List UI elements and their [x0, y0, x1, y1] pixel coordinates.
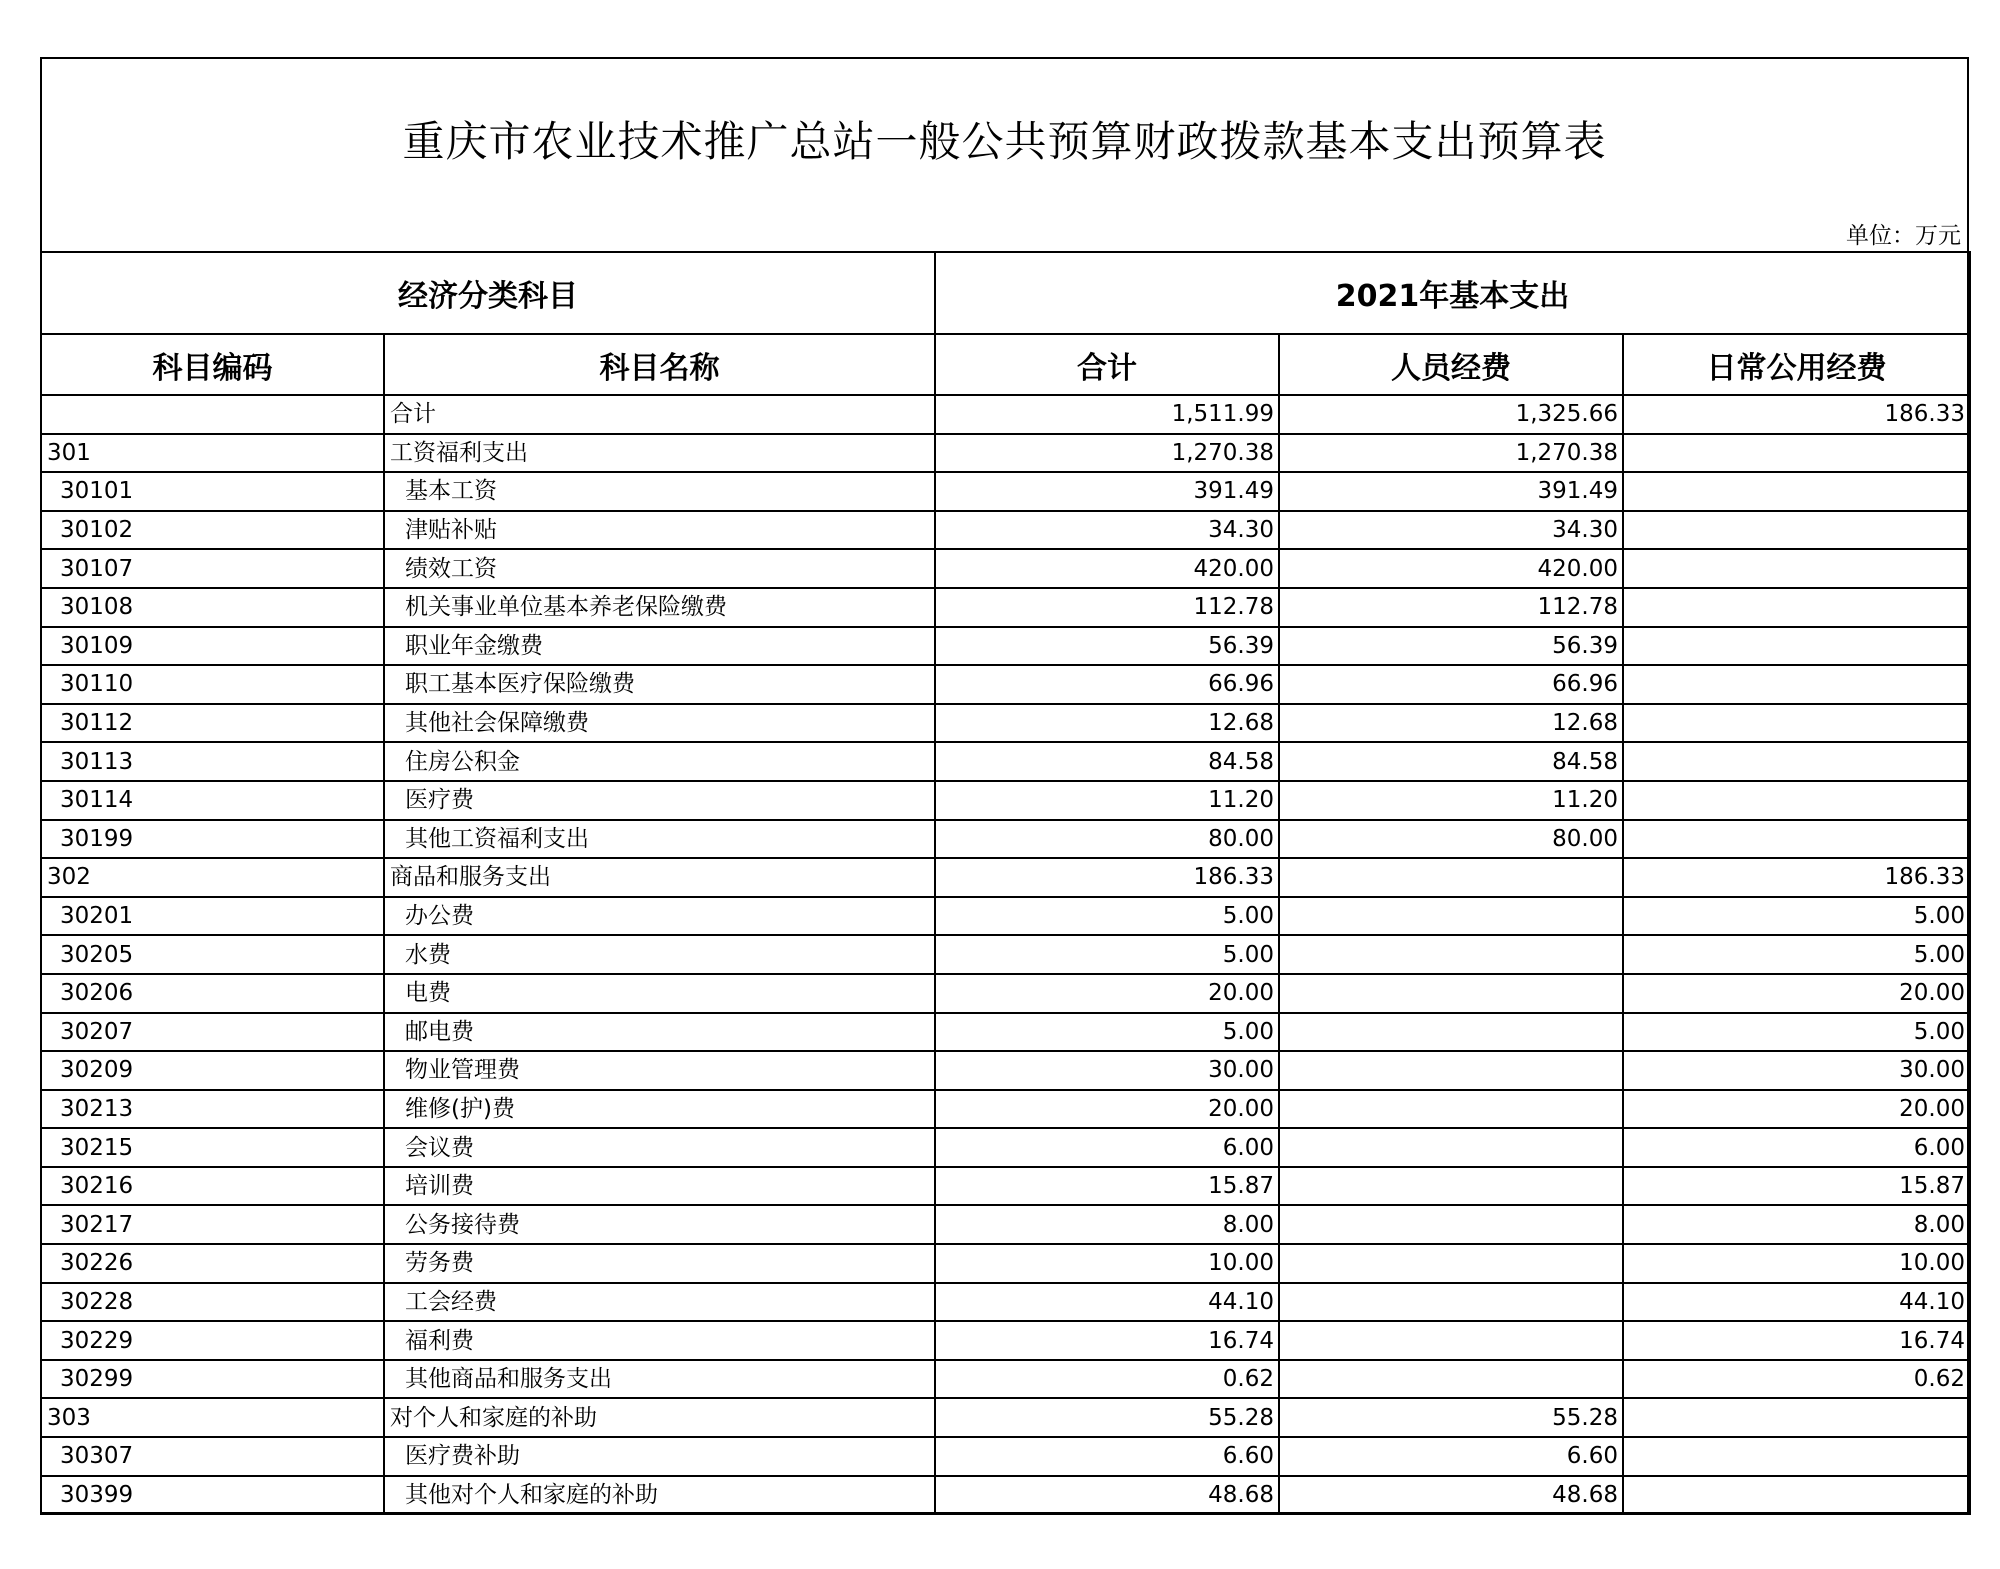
table-row [41, 1476, 1970, 1515]
cell-code: 301 [41, 434, 384, 473]
cell-public: 186.33 [1623, 395, 1970, 434]
cell-public [1623, 434, 1970, 473]
table-row [41, 472, 1970, 511]
cell-personnel [1279, 1283, 1623, 1322]
cell-name: 培训费 [384, 1167, 935, 1206]
cell-name: 劳务费 [384, 1244, 935, 1283]
cell-public [1623, 665, 1970, 704]
table-row [41, 935, 1970, 974]
cell-code: 30110 [41, 665, 384, 704]
cell-code: 30213 [41, 1090, 384, 1129]
cell-total: 5.00 [935, 1013, 1279, 1052]
cell-code: 30228 [41, 1283, 384, 1322]
cell-name: 商品和服务支出 [384, 858, 935, 897]
cell-name: 医疗费补助 [384, 1437, 935, 1476]
table-row [41, 588, 1970, 627]
cell-personnel [1279, 858, 1623, 897]
table-row [41, 1090, 1970, 1129]
cell-total: 55.28 [935, 1398, 1279, 1437]
table-row [41, 1013, 1970, 1052]
cell-public [1623, 511, 1970, 550]
cell-personnel [1279, 1013, 1623, 1052]
cell-name: 对个人和家庭的补助 [384, 1398, 935, 1437]
table-row [41, 627, 1970, 666]
cell-total: 66.96 [935, 665, 1279, 704]
cell-code: 30229 [41, 1321, 384, 1360]
cell-name: 其他社会保障缴费 [384, 704, 935, 743]
cell-name: 住房公积金 [384, 742, 935, 781]
cell-personnel [1279, 1128, 1623, 1167]
table-row [41, 1360, 1970, 1399]
cell-public [1623, 549, 1970, 588]
cell-personnel: 1,270.38 [1279, 434, 1623, 473]
cell-personnel [1279, 1090, 1623, 1129]
column-header-public: 日常公用经费 [1623, 334, 1970, 395]
cell-name: 工会经费 [384, 1283, 935, 1322]
cell-name: 其他对个人和家庭的补助 [384, 1476, 935, 1515]
cell-code: 30102 [41, 511, 384, 550]
cell-personnel [1279, 1205, 1623, 1244]
cell-personnel [1279, 1051, 1623, 1090]
cell-public: 15.87 [1623, 1167, 1970, 1206]
cell-public [1623, 627, 1970, 666]
cell-code: 30199 [41, 820, 384, 859]
cell-name: 其他工资福利支出 [384, 820, 935, 859]
cell-public [1623, 704, 1970, 743]
cell-personnel: 420.00 [1279, 549, 1623, 588]
cell-name: 维修(护)费 [384, 1090, 935, 1129]
cell-public: 8.00 [1623, 1205, 1970, 1244]
cell-personnel: 34.30 [1279, 511, 1623, 550]
cell-total: 5.00 [935, 897, 1279, 936]
cell-code: 30215 [41, 1128, 384, 1167]
cell-personnel: 48.68 [1279, 1476, 1623, 1515]
cell-total: 112.78 [935, 588, 1279, 627]
table-row [41, 974, 1970, 1013]
cell-total: 10.00 [935, 1244, 1279, 1283]
cell-total: 34.30 [935, 511, 1279, 550]
cell-code: 30216 [41, 1167, 384, 1206]
budget-table [40, 251, 1971, 1515]
table-row [41, 820, 1970, 859]
cell-personnel [1279, 1167, 1623, 1206]
column-header-name: 科目名称 [384, 334, 935, 395]
cell-total: 30.00 [935, 1051, 1279, 1090]
cell-code: 30206 [41, 974, 384, 1013]
cell-total: 186.33 [935, 858, 1279, 897]
cell-public [1623, 588, 1970, 627]
table-body [41, 395, 1970, 1514]
table-row [41, 1283, 1970, 1322]
cell-public [1623, 1476, 1970, 1515]
cell-personnel: 12.68 [1279, 704, 1623, 743]
cell-code: 30113 [41, 742, 384, 781]
cell-total: 44.10 [935, 1283, 1279, 1322]
table-row [41, 665, 1970, 704]
cell-total: 48.68 [935, 1476, 1279, 1515]
budget-sheet [40, 57, 1969, 1514]
table-row [41, 781, 1970, 820]
cell-public [1623, 781, 1970, 820]
cell-code: 30299 [41, 1360, 384, 1399]
cell-public: 10.00 [1623, 1244, 1970, 1283]
cell-total: 420.00 [935, 549, 1279, 588]
table-row [41, 1128, 1970, 1167]
group-header-basic-expenditure: 2021年基本支出 [935, 252, 1970, 334]
table-row [41, 1321, 1970, 1360]
cell-public: 5.00 [1623, 897, 1970, 936]
cell-name: 会议费 [384, 1128, 935, 1167]
cell-personnel [1279, 1244, 1623, 1283]
cell-public: 16.74 [1623, 1321, 1970, 1360]
cell-name: 绩效工资 [384, 549, 935, 588]
cell-code: 30217 [41, 1205, 384, 1244]
cell-personnel [1279, 974, 1623, 1013]
unit-label: 单位：万元 [1846, 223, 1961, 249]
cell-public: 44.10 [1623, 1283, 1970, 1322]
cell-name: 合计 [384, 395, 935, 434]
cell-personnel: 84.58 [1279, 742, 1623, 781]
cell-code: 30209 [41, 1051, 384, 1090]
table-row [41, 549, 1970, 588]
cell-public [1623, 820, 1970, 859]
cell-name: 邮电费 [384, 1013, 935, 1052]
cell-total: 8.00 [935, 1205, 1279, 1244]
cell-total: 16.74 [935, 1321, 1279, 1360]
table-row [41, 1167, 1970, 1206]
page-title: 重庆市农业技术推广总站一般公共预算财政拨款基本支出预算表 [402, 117, 1607, 166]
cell-name: 公务接待费 [384, 1205, 935, 1244]
cell-code: 30101 [41, 472, 384, 511]
cell-total: 391.49 [935, 472, 1279, 511]
cell-public: 0.62 [1623, 1360, 1970, 1399]
cell-total: 20.00 [935, 1090, 1279, 1129]
table-row [41, 704, 1970, 743]
cell-personnel: 112.78 [1279, 588, 1623, 627]
cell-total: 1,511.99 [935, 395, 1279, 434]
cell-personnel: 1,325.66 [1279, 395, 1623, 434]
cell-personnel: 391.49 [1279, 472, 1623, 511]
cell-public: 5.00 [1623, 935, 1970, 974]
cell-name: 基本工资 [384, 472, 935, 511]
cell-total: 6.60 [935, 1437, 1279, 1476]
cell-personnel: 6.60 [1279, 1437, 1623, 1476]
cell-public [1623, 472, 1970, 511]
cell-name: 机关事业单位基本养老保险缴费 [384, 588, 935, 627]
cell-code: 30399 [41, 1476, 384, 1515]
cell-public: 6.00 [1623, 1128, 1970, 1167]
table-row [41, 395, 1970, 434]
cell-public: 186.33 [1623, 858, 1970, 897]
table-row [41, 1398, 1970, 1437]
cell-personnel [1279, 1321, 1623, 1360]
table-row [41, 1437, 1970, 1476]
cell-personnel: 66.96 [1279, 665, 1623, 704]
cell-public [1623, 742, 1970, 781]
cell-total: 20.00 [935, 974, 1279, 1013]
cell-code: 303 [41, 1398, 384, 1437]
cell-personnel [1279, 1360, 1623, 1399]
cell-total: 1,270.38 [935, 434, 1279, 473]
cell-name: 水费 [384, 935, 935, 974]
cell-personnel: 56.39 [1279, 627, 1623, 666]
cell-personnel: 55.28 [1279, 1398, 1623, 1437]
cell-code: 30205 [41, 935, 384, 974]
cell-name: 其他商品和服务支出 [384, 1360, 935, 1399]
cell-total: 12.68 [935, 704, 1279, 743]
cell-code: 30307 [41, 1437, 384, 1476]
table-row [41, 1244, 1970, 1283]
cell-public: 20.00 [1623, 974, 1970, 1013]
cell-total: 56.39 [935, 627, 1279, 666]
cell-name: 医疗费 [384, 781, 935, 820]
cell-total: 0.62 [935, 1360, 1279, 1399]
cell-code [41, 395, 384, 434]
cell-total: 80.00 [935, 820, 1279, 859]
cell-code: 30108 [41, 588, 384, 627]
cell-personnel: 11.20 [1279, 781, 1623, 820]
table-row [41, 1205, 1970, 1244]
cell-public: 5.00 [1623, 1013, 1970, 1052]
group-header-economic-category: 经济分类科目 [41, 252, 935, 334]
table-row [41, 511, 1970, 550]
cell-name: 办公费 [384, 897, 935, 936]
cell-total: 5.00 [935, 935, 1279, 974]
cell-total: 6.00 [935, 1128, 1279, 1167]
cell-name: 福利费 [384, 1321, 935, 1360]
column-header-total: 合计 [935, 334, 1279, 395]
cell-code: 30207 [41, 1013, 384, 1052]
cell-code: 302 [41, 858, 384, 897]
cell-name: 物业管理费 [384, 1051, 935, 1090]
cell-personnel [1279, 897, 1623, 936]
table-row [41, 742, 1970, 781]
cell-code: 30226 [41, 1244, 384, 1283]
cell-total: 84.58 [935, 742, 1279, 781]
cell-total: 15.87 [935, 1167, 1279, 1206]
cell-personnel [1279, 935, 1623, 974]
cell-public: 20.00 [1623, 1090, 1970, 1129]
cell-code: 30112 [41, 704, 384, 743]
cell-name: 职工基本医疗保险缴费 [384, 665, 935, 704]
column-header-personnel: 人员经费 [1279, 334, 1623, 395]
cell-public [1623, 1437, 1970, 1476]
cell-code: 30107 [41, 549, 384, 588]
cell-code: 30201 [41, 897, 384, 936]
cell-name: 工资福利支出 [384, 434, 935, 473]
cell-total: 11.20 [935, 781, 1279, 820]
cell-personnel: 80.00 [1279, 820, 1623, 859]
cell-name: 职业年金缴费 [384, 627, 935, 666]
cell-name: 津贴补贴 [384, 511, 935, 550]
table-row [41, 897, 1970, 936]
cell-public [1623, 1398, 1970, 1437]
column-header-code: 科目编码 [41, 334, 384, 395]
table-row [41, 858, 1970, 897]
table-row [41, 434, 1970, 473]
table-row [41, 1051, 1970, 1090]
cell-public: 30.00 [1623, 1051, 1970, 1090]
cell-name: 电费 [384, 974, 935, 1013]
cell-code: 30114 [41, 781, 384, 820]
title-area [42, 59, 1967, 253]
cell-code: 30109 [41, 627, 384, 666]
